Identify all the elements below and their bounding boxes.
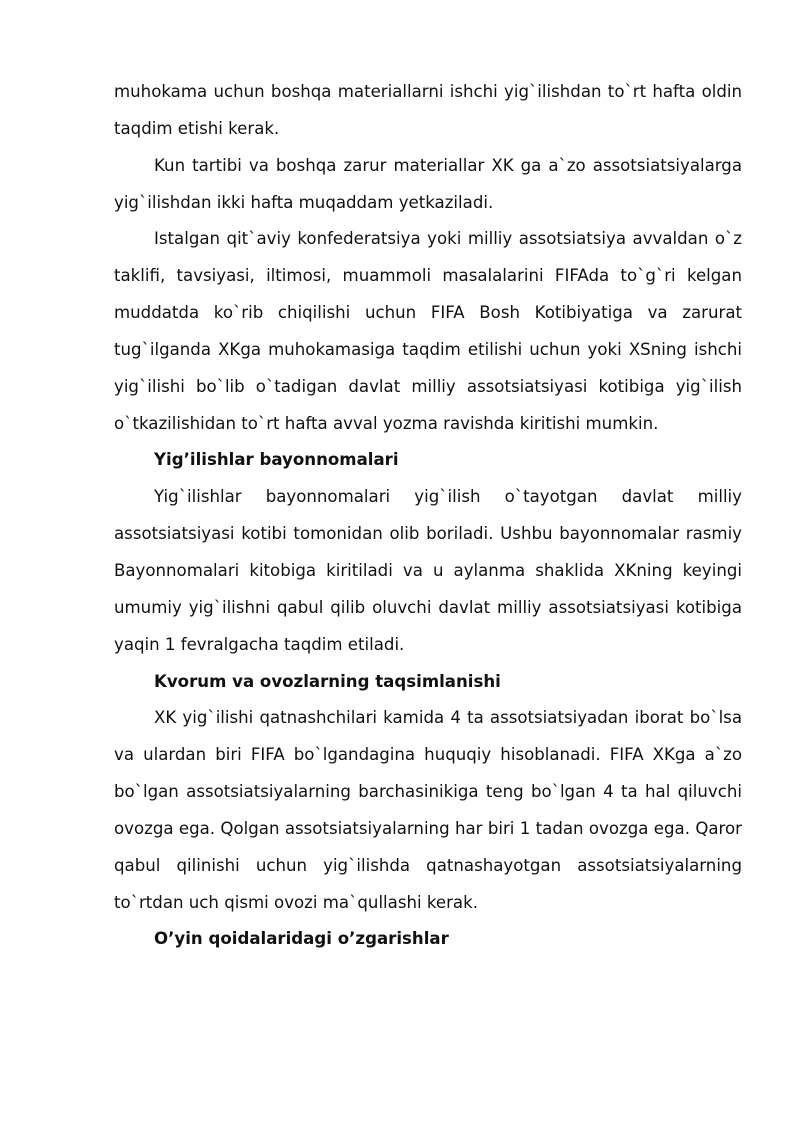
heading-quorum-votes: Kvorum va ovozlarning taqsimlanishi: [154, 671, 501, 691]
paragraph-quorum-votes: XK yig`ilishi qatnashchilari kamida 4 ta assotsiatsiyadan iborat bo`lsa va ulardan biri FIFA bo`lgandagina huquqiy hisoblanadi. FIFA XKga a`zo bo`lgan assotsiatsiyalarning barchasinikiga teng bo`lgan 4 ta hal qiluvchi ovozga ega. Qolgan assotsiatsiyalarning har biri 1 tadan ovozga ega. Qaror qabul qilinishi uchun yig`ilishda qatnashayotgan assotsiatsiyalarning to`rtdan uch qismi ovozi ma`qullashi kerak.: [114, 708, 742, 912]
paragraph-continuation: muhokama uchun boshqa materiallarni ishchi yig`ilishdan to`rt hafta oldin taqdim etishi kerak.: [114, 82, 742, 138]
paragraph-proposals-submission: Istalgan qit`aviy konfederatsiya yoki milliy assotsiatsiya avvaldan o`z taklifi, tavsiyasi, iltimosi, muammoli masalalarini FIFAda to`g`ri kelgan muddatda ko`rib chiqilishi uchun FIFA Bosh Kotibiyatiga va zarurat tug`ilganda XKga muhokamasiga taqdim etilishi uchun yoki XSning ishchi yig`ilishi bo`lib o`tadigan davlat milliy assotsiatsiyasi kotibiga yig`ilish o`tkazilishidan to`rt hafta avval yozma ravishda kiritishi mumkin.: [114, 229, 742, 433]
paragraph-meeting-minutes: Yig`ilishlar bayonnomalari yig`ilish o`tayotgan davlat milliy assotsiatsiyasi kotibi tomonidan olib boriladi. Ushbu bayonnomalar rasmiy Bayonnomalari kitobiga kiritiladi va u aylanma shaklida XKning keyingi umumiy yig`ilishni qabul qilib oluvchi davlat milliy assotsiatsiyasi kotibiga yaqin 1 fevralgacha taqdim etiladi.: [114, 487, 742, 654]
document-page: [114, 74, 742, 958]
paragraph-agenda-delivery: Kun tartibi va boshqa zarur materiallar XK ga a`zo assotsiatsiyalarga yig`ilishdan ikki hafta muqaddam yetkaziladi.: [114, 155, 742, 212]
heading-meeting-minutes: Yig’ilishlar bayonnomalari: [154, 450, 399, 470]
heading-rule-changes: O’yin qoidalaridagi o’zgarishlar: [154, 929, 449, 949]
